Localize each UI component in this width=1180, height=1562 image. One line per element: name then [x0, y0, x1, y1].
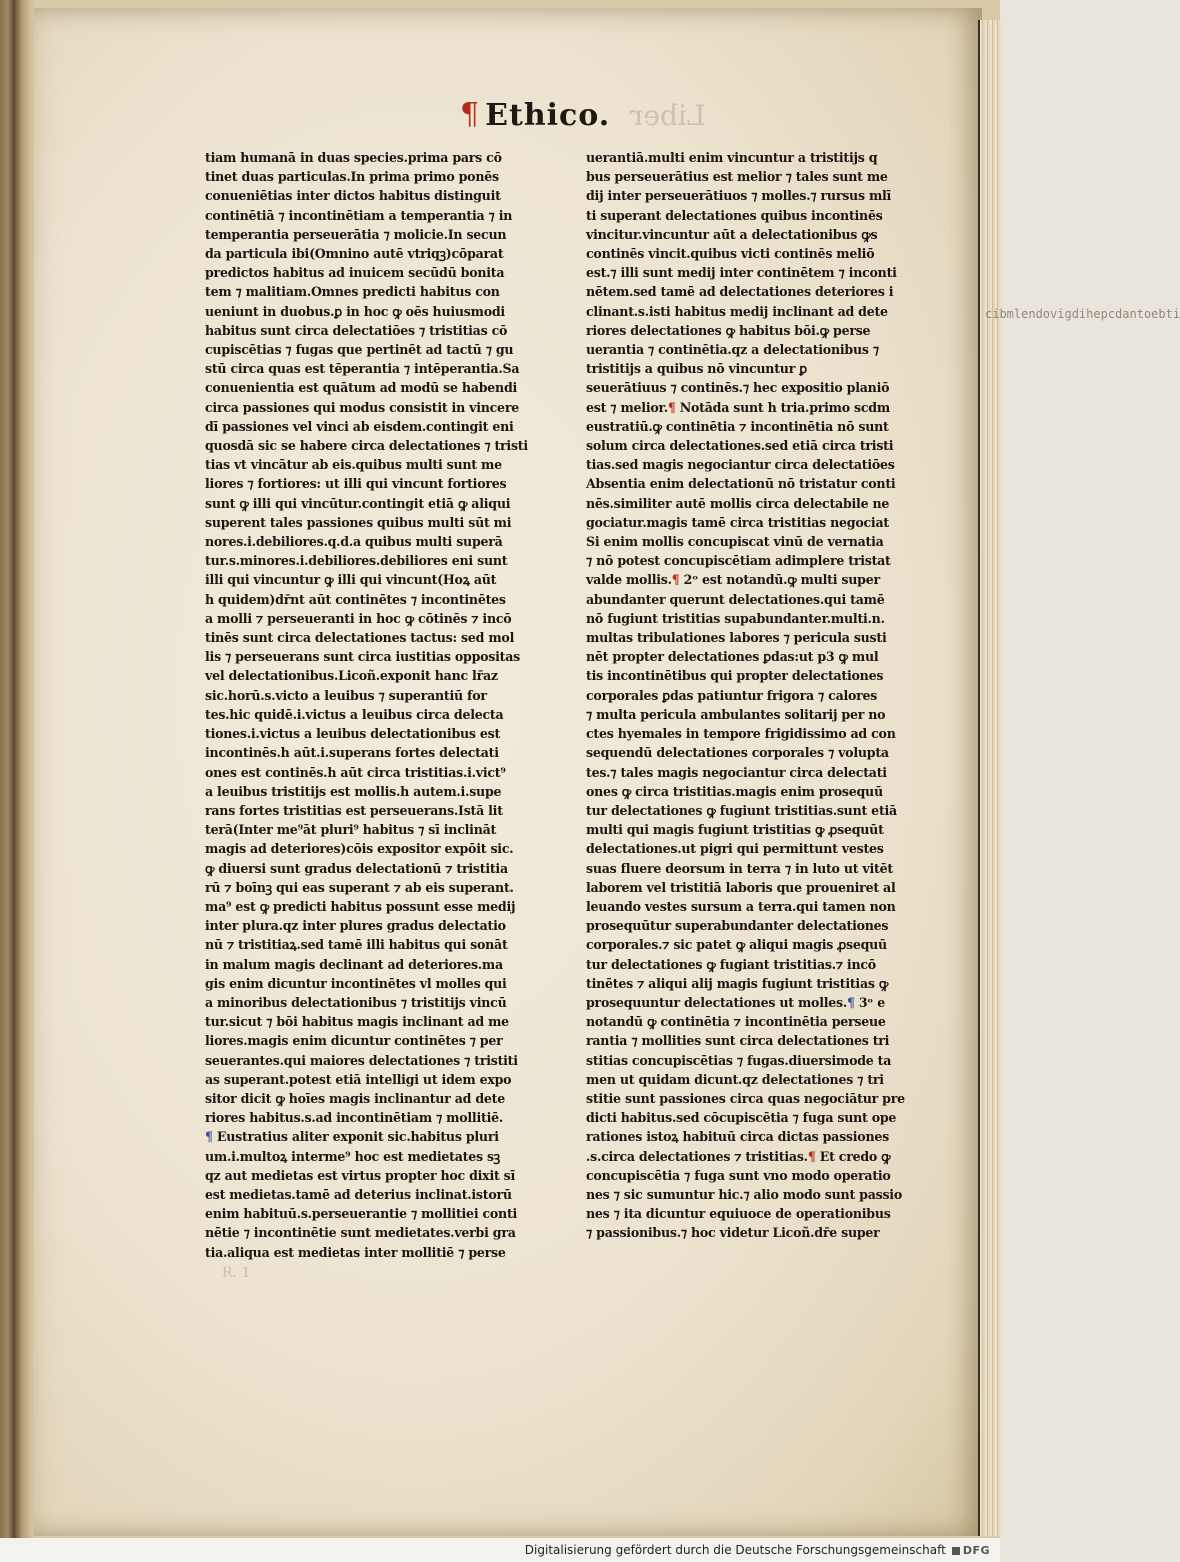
text-line: corporales.⁊ sic patet ꝙ aliqui magis ꝓsequū: [586, 937, 887, 953]
text-line: bus perseuerātius est melior ⁊ tales sunt me: [586, 169, 888, 185]
text-line: ma⁹ est ꝙ predicti habitus possunt esse medij: [205, 898, 516, 914]
text-line: vincitur.vincuntur aūt a delectationibus ꝙs: [586, 226, 878, 242]
text-line: delectationes.ut pigri qui permittunt vestes: [586, 841, 884, 857]
text-line: tinet duas particulas.In prima primo ponēs: [205, 169, 499, 185]
running-head: [460, 90, 706, 140]
text-column-right: [586, 148, 938, 1243]
text-line: nēt propter delectationes ꝑdas:ut p3 ꝙ mul: [586, 649, 879, 665]
text-line: ones ꝙ circa tristitias.magis enim prosequū: [586, 783, 883, 799]
text-line: nētie ⁊ incontinētie sunt medietates.verbi gra: [205, 1225, 516, 1241]
text-line: uerantiā.multi enim vincuntur a tristitijs q: [586, 150, 878, 165]
rubric-pilcrow-icon: ¶: [671, 572, 680, 588]
text-line: tinētes ⁊ aliqui alij magis fugiunt tristitias ꝙ: [586, 975, 889, 991]
text-line: in malum magis declinant ad deteriores.ma: [205, 956, 503, 972]
rubric-pilcrow-icon: ¶: [205, 1129, 213, 1145]
text-line: est.⁊ illi sunt medij inter continētem ⁊ inconti: [586, 265, 897, 281]
text-line: tur delectationes ꝙ fugiant tristitias.⁊ incō: [586, 956, 876, 972]
rubric-pilcrow-icon: ¶: [667, 399, 676, 415]
text-line: tia.aliqua est medietas inter mollitiē ⁊ perse: [205, 1244, 506, 1260]
text-line: tiam humanā in duas species.prima pars cō: [205, 150, 502, 165]
pencil-mark: R. 1: [222, 1265, 251, 1281]
text-line: da particula ibi(Omnino autē vtriqꝫ)cōparat: [205, 246, 504, 262]
text-line: clinant.s.isti habitus medij inclinant ad dete: [586, 303, 888, 319]
text-line: prosequūtur superabundanter delectationes: [586, 918, 889, 934]
text-line: nores.i.debiliores.q.d.a quibus multi superā: [205, 534, 503, 550]
text-line: liores.magis enim dicuntur continētes ⁊ per: [205, 1033, 503, 1049]
text-line: eustratiū.ꝙ continētia ⁊ incontinētia nō sunt: [586, 418, 889, 434]
dfg-logo: [952, 1544, 990, 1557]
text-line: dij inter perseuerātiuos ⁊ molles.⁊ rursus mlī: [586, 188, 892, 204]
text-line: est medietas.tamē ad deterius inclinat.istorū: [205, 1186, 512, 1202]
rubric-pilcrow-icon: ¶: [807, 1148, 816, 1164]
text-line: continētiā ⁊ incontinētiam a temperantia ⁊ in: [205, 207, 513, 223]
text-line: as superant.potest etiā intelligi ut idem expo: [205, 1071, 512, 1087]
text-line: cupiscētias ⁊ fugas que pertinēt ad tactū ⁊ gu: [205, 342, 514, 358]
text-line: nētem.sed tamē ad delectationes deteriores i: [586, 284, 894, 300]
text-line: uerantia ⁊ continētia.qz a delectationibus ⁊: [586, 342, 879, 358]
text-line: h quidem)dr̄nt aūt continētes ⁊ incontinētes: [205, 591, 506, 607]
text-line: ꝙ diuersi sunt gradus delectationū ⁊ tristitia: [205, 860, 508, 876]
text-line: ueniunt in duobus.ꝑ in hoc ꝙ oēs huiusmodi: [205, 303, 505, 319]
text-line: incontinēs.h aūt.i.superans fortes delectati: [205, 745, 499, 761]
text-line: tiones.i.victus a leuibus delectationibus est: [205, 726, 501, 742]
text-line: sitor dicit ꝙ hoīes magis inclinantur ad dete: [205, 1090, 505, 1106]
text-line: a minoribus delectationibus ⁊ tristitijs vincū: [205, 994, 507, 1010]
text-line: Absentia enim delectationū nō tristatur conti: [586, 476, 896, 492]
dfg-logo-text: DFG: [962, 1543, 990, 1557]
text-line: ⁊ multa pericula ambulantes solitarij per no: [586, 706, 886, 722]
text-line: tes.⁊ tales magis negociantur circa delectati: [586, 764, 887, 780]
text-line: ctes hyemales in tempore frigidissimo ad con: [586, 726, 896, 742]
text-line: est ⁊ melior.¶ Notāda sunt h tria.primo scdm: [586, 399, 890, 415]
text-line: sic.horū.s.victo a leuibus ⁊ superantiū for: [205, 687, 487, 703]
text-line: a molli ⁊ perseueranti in hoc ꝙ cōtinēs ⁊ incō: [205, 610, 512, 626]
text-line: nō fugiunt tristitias supabundanter.multi.n.: [586, 610, 885, 626]
dfg-mark-icon: [952, 1547, 960, 1555]
text-line: tinēs sunt circa delectationes tactus: sed mol: [205, 630, 515, 646]
text-line: prosequuntur delectationes ut molles.¶ 3ᵒ e: [586, 994, 885, 1010]
text-line: tias.sed magis negociantur circa delectatiōes: [586, 457, 895, 473]
text-line: conueniētias inter dictos habitus distinguit: [205, 188, 501, 204]
text-line: multi qui magis fugiunt tristitias ꝙ ꝓsequūt: [586, 822, 884, 838]
text-line: rans fortes tristitias est perseuerans.Istā lit: [205, 802, 503, 818]
bleed-through-text: Liber: [630, 98, 706, 132]
text-line: temperantia perseuerātia ⁊ molicie.In secun: [205, 226, 507, 242]
text-line: qz aut medietas est virtus propter hoc dixit sī: [205, 1167, 516, 1183]
text-line: tur.sicut ⁊ bōi habitus magis inclinant ad me: [205, 1014, 509, 1030]
text-line: concupiscētia ⁊ fuga sunt vno modo operatio: [586, 1167, 891, 1183]
text-line: terā(Inter me⁹āt pluri⁹ habitus ⁊ sī inclināt: [205, 822, 497, 838]
text-line: .s.circa delectationes ⁊ tristitias.¶ Et credo ꝙ: [586, 1148, 891, 1164]
text-line: nes ⁊ ita dicuntur equiuoce de operationibus: [586, 1206, 891, 1222]
text-line: liores ⁊ fortiores: ut illi qui vincunt fortiores: [205, 476, 507, 492]
footer-bar: [0, 1538, 1000, 1562]
text-line: riores delectationes ꝙ habitus bōi.ꝙ perse: [586, 322, 871, 338]
text-line: suas fluere deorsum in terra ⁊ in luto ut vitēt: [586, 860, 893, 876]
text-line: multas tribulationes labores ⁊ pericula susti: [586, 630, 887, 646]
text-line: ¶ Eustratius aliter exponit sic.habitus pluri: [205, 1129, 499, 1145]
text-line: notandū ꝙ continētia ⁊ incontinētia perseue: [586, 1014, 886, 1030]
text-line: tur.s.minores.i.debiliores.debiliores eni sunt: [205, 553, 508, 569]
text-line: abundanter querunt delectationes.qui tamē: [586, 591, 885, 607]
footer-credit: Digitalisierung gefördert durch die Deutsche Forschungsgemeinschaft: [524, 1543, 946, 1557]
text-line: conuenientia est quātum ad modū se habendi: [205, 380, 518, 396]
text-line: circa passiones qui modus consistit in vincere: [205, 399, 519, 415]
text-line: tes.hic quidē.i.victus a leuibus circa delecta: [205, 706, 504, 722]
text-line: illi qui vincuntur ꝙ illi qui vincunt(Hoꝝ aūt: [205, 572, 497, 588]
text-line: Si enim mollis concupiscat vinū de vernatia: [586, 534, 884, 550]
text-line: laborem vel tristitiā laboris que proueniret al: [586, 879, 896, 895]
running-head-title: Ethico.: [485, 97, 611, 133]
text-line: dicti habitus.sed cōcupiscētia ⁊ fuga sunt ope: [586, 1110, 897, 1126]
text-line: enim habituū.s.perseuerantie ⁊ mollitiei conti: [205, 1206, 518, 1222]
text-line: tur delectationes ꝙ fugiunt tristitias.sunt etiā: [586, 802, 897, 818]
text-line: quosdā sic se habere circa delectationes ⁊ tristi: [205, 438, 528, 454]
text-line: solum circa delectationes.sed etiā circa tristi: [586, 438, 894, 454]
text-line: valde mollis.¶ 2ᵒ est notandū.ꝙ multi super: [586, 572, 880, 588]
text-line: tis incontinētibus qui propter delectationes: [586, 668, 884, 684]
text-line: gis enim dicuntur incontinētes vl molles qui: [205, 975, 507, 991]
text-line: habitus sunt circa delectatiōes ⁊ tristitias cō: [205, 322, 508, 338]
text-line: ti superant delectationes quibus incontinēs: [586, 207, 883, 223]
text-line: continēs vincit.quibus victi continēs meliō: [586, 246, 875, 262]
text-line: magis ad deteriores)cōis expositor expōit sic.: [205, 841, 514, 857]
text-line: tem ⁊ malitiam.Omnes predicti habitus con: [205, 284, 500, 300]
text-line: corporales ꝑdas patiuntur frigora ⁊ calores: [586, 687, 878, 703]
text-line: stū circa quas est tēperantia ⁊ intēperantia.Sa: [205, 361, 520, 377]
text-line: seuerantes.qui maiores delectationes ⁊ tristiti: [205, 1052, 518, 1068]
text-line: men ut quidam dicunt.qz delectationes ⁊ tri: [586, 1071, 884, 1087]
text-line: sunt ꝙ illi qui vincūtur.contingit etiā ꝙ aliqui: [205, 495, 511, 511]
edge-letters: cibmlendovigdihepcdantoebti: [985, 307, 1180, 321]
text-line: superent tales passiones quibus multi sūt mi: [205, 514, 512, 530]
text-line: leuando vestes sursum a terra.qui tamen non: [586, 898, 896, 914]
text-line: rantia ⁊ mollities sunt circa delectationes tri: [586, 1033, 890, 1049]
text-line: seuerātiuus ⁊ continēs.⁊ hec expositio planiō: [586, 380, 890, 396]
text-line: nēs.similiter autē mollis circa delectabile ne: [586, 495, 890, 511]
text-line: a leuibus tristitijs est mollis.h autem.i.supe: [205, 783, 502, 799]
text-line: ⁊ nō potest concupiscētiam adimplere tristat: [586, 553, 891, 569]
text-line: gociatur.magis tamē circa tristitias negociat: [586, 514, 889, 530]
text-line: lis ⁊ perseuerans sunt circa iustitias oppositas: [205, 649, 520, 665]
text-line: riores habitus.s.ad incontinētiam ⁊ mollitiē.: [205, 1110, 503, 1126]
text-line: rationes istoꝝ habituū circa dictas passiones: [586, 1129, 889, 1145]
text-line: tristitijs a quibus nō vincuntur ꝑ: [586, 361, 807, 377]
text-line: ⁊ passionibus.⁊ hoc videtur Licoñ.dr̄e super: [586, 1225, 880, 1241]
text-line: nes ⁊ sic sumuntur hic.⁊ alio modo sunt passio: [586, 1186, 902, 1202]
text-line: inter plura.qz inter plures gradus delectatio: [205, 918, 506, 934]
rubric-pilcrow-icon: ¶: [847, 994, 855, 1010]
text-line: nū ⁊ tristitiaꝝ.sed tamē illi habitus qui sonāt: [205, 937, 508, 953]
text-line: um.i.multoꝝ interme⁹ hoc est medietates sꝫ: [205, 1148, 500, 1164]
text-line: ones est continēs.h aūt circa tristitias.i.vict⁹: [205, 764, 506, 780]
text-line: vel delectationibus.Licoñ.exponit hanc lr̄az: [205, 668, 498, 684]
text-line: dī passiones vel vinci ab eisdem.contingit eni: [205, 418, 514, 434]
text-line: stitie sunt passiones circa quas negociātur pre: [586, 1090, 905, 1106]
text-column-left: [205, 148, 555, 1262]
pilcrow-icon: ¶: [460, 97, 480, 132]
text-line: stitias concupiscētias ⁊ fugas.diuersimode ta: [586, 1052, 892, 1068]
text-line: tias vt vincātur ab eis.quibus multi sunt me: [205, 457, 502, 473]
text-line: predictos habitus ad inuicem secūdū bonita: [205, 265, 505, 281]
text-line: rū ⁊ boīnꝫ qui eas superant ⁊ ab eis superant.: [205, 879, 514, 895]
text-line: sequendū delectationes corporales ⁊ volupta: [586, 745, 889, 761]
